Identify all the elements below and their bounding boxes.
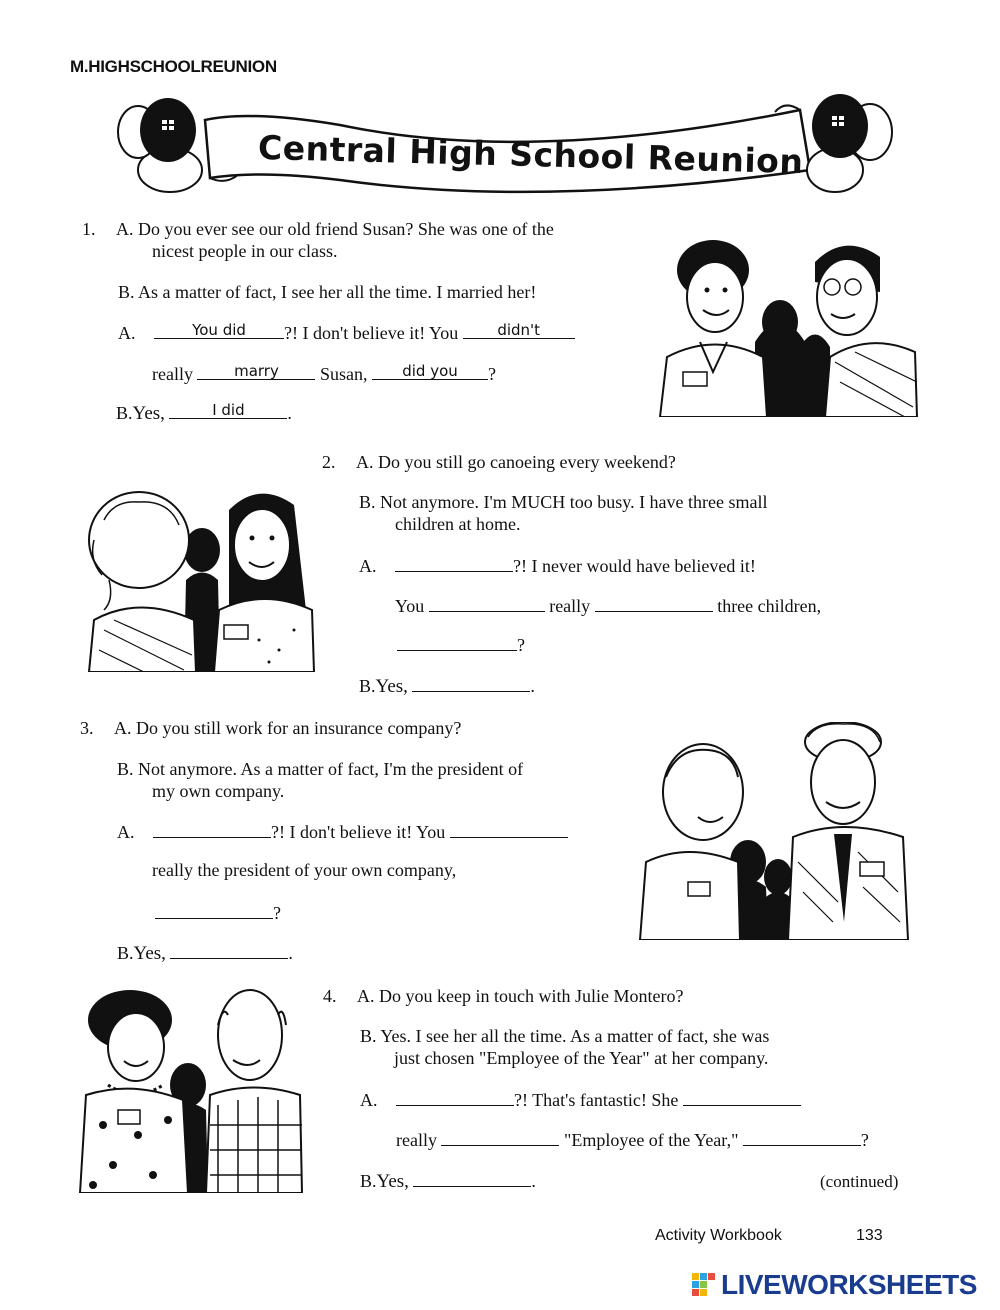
line-text: . xyxy=(530,676,535,696)
line-b1: B. Not anymore. As a matter of fact, I'm the president of xyxy=(117,759,524,779)
yes-text: Yes, xyxy=(375,676,408,697)
answer-blank[interactable] xyxy=(197,361,315,380)
illustration-businessmen xyxy=(638,722,913,940)
yes-text: Yes, xyxy=(132,403,165,424)
illustration-two-men xyxy=(655,232,920,417)
answer-blank[interactable] xyxy=(170,940,288,959)
line-text: ? xyxy=(488,364,496,384)
line-a3 xyxy=(396,1127,869,1151)
answer-blank[interactable] xyxy=(372,361,488,380)
line-a4 xyxy=(155,900,281,924)
line-a1: A. Do you still work for an insurance company? xyxy=(114,718,462,738)
speaker-label: B. xyxy=(116,403,133,423)
answer-blank[interactable] xyxy=(683,1087,801,1106)
answer-blank[interactable] xyxy=(155,900,273,919)
balloon-icon xyxy=(807,94,892,192)
line-a2 xyxy=(118,320,575,344)
line-b2 xyxy=(116,400,292,425)
line-text: ?! That's fantastic! She xyxy=(514,1090,679,1110)
speaker-label: A. xyxy=(118,323,136,343)
yes-text: Yes, xyxy=(133,943,166,964)
line-text: Susan, xyxy=(319,364,368,384)
line-b1-cont: my own company. xyxy=(152,781,285,801)
answer-blank[interactable] xyxy=(413,1168,531,1187)
answer-blank[interactable] xyxy=(743,1127,861,1146)
item-number: 4. xyxy=(323,986,337,1006)
line-text: ?! I don't believe it! You xyxy=(284,323,459,343)
item-number: 1. xyxy=(82,219,96,239)
line-a3 xyxy=(152,361,496,385)
line-a1: A. Do you ever see our old friend Susan? She was one of the xyxy=(116,219,554,239)
answer-blank[interactable] xyxy=(396,1087,514,1106)
line-text: . xyxy=(287,403,292,423)
continued-note: (continued) xyxy=(820,1172,899,1191)
line-text: ? xyxy=(517,635,525,655)
line-text: ?! I don't believe it! You xyxy=(271,822,446,842)
yes-text: Yes, xyxy=(376,1171,409,1192)
answer-blank[interactable] xyxy=(397,632,517,651)
line-a2 xyxy=(117,819,568,843)
line-b1-cont: children at home. xyxy=(395,514,521,534)
answer-text: did you xyxy=(402,362,458,380)
brand-name: LIVEWORKSHEETS xyxy=(721,1269,977,1300)
line-text: three children, xyxy=(717,596,822,616)
line-a3: really the president of your own company, xyxy=(152,860,457,880)
answer-text: marry xyxy=(234,362,279,380)
line-text: "Employee of the Year," xyxy=(563,1130,739,1150)
speaker-label: B. xyxy=(117,943,134,963)
line-a2 xyxy=(360,1087,801,1111)
answer-blank[interactable] xyxy=(169,400,287,419)
line-a1-cont: nicest people in our class. xyxy=(152,241,338,261)
line-text: You xyxy=(395,596,425,616)
liveworksheets-logo xyxy=(691,1269,977,1301)
answer-text: didn't xyxy=(497,321,541,339)
page-number: 133 xyxy=(856,1227,883,1244)
section-title: M.HIGHSCHOOLREUNION xyxy=(70,57,277,76)
line-b2 xyxy=(359,673,535,698)
speaker-label: B. xyxy=(360,1171,377,1191)
line-text: really xyxy=(396,1130,437,1150)
logo-icon xyxy=(691,1272,717,1298)
line-b2 xyxy=(360,1168,536,1193)
answer-blank[interactable] xyxy=(595,593,713,612)
line-b1: B. As a matter of fact, I see her all the time. I married her! xyxy=(118,282,537,302)
answer-blank[interactable] xyxy=(412,673,530,692)
speaker-label: A. xyxy=(359,556,377,576)
line-text: really xyxy=(549,596,591,616)
item-number: 3. xyxy=(80,718,94,738)
banner-title: Central High School Reunion xyxy=(257,127,804,182)
line-a3 xyxy=(395,593,821,617)
line-a4 xyxy=(397,632,525,656)
answer-blank[interactable] xyxy=(154,320,284,339)
line-text: really xyxy=(152,364,193,384)
answer-blank[interactable] xyxy=(463,320,575,339)
line-text: ? xyxy=(860,1130,869,1150)
illustration-two-women xyxy=(84,480,316,672)
speaker-label: B. xyxy=(359,676,376,696)
line-a1: A. Do you keep in touch with Julie Montero? xyxy=(357,986,684,1006)
line-a1: A. Do you still go canoeing every weekend? xyxy=(356,452,676,472)
line-a2 xyxy=(359,553,756,577)
answer-text: You did xyxy=(192,321,246,339)
answer-blank[interactable] xyxy=(395,553,513,572)
line-text: ? xyxy=(273,903,281,923)
speaker-label: A. xyxy=(117,822,135,842)
line-text: ?! I never would have believed it! xyxy=(513,556,756,576)
line-b1: B. Not anymore. I'm MUCH too busy. I have three small xyxy=(359,492,768,512)
answer-blank[interactable] xyxy=(153,819,271,838)
balloon-icon xyxy=(118,98,202,192)
item-number: 2. xyxy=(322,452,336,472)
line-b1-cont: just chosen "Employee of the Year" at her company. xyxy=(394,1048,769,1068)
line-b2 xyxy=(117,940,293,965)
answer-blank[interactable] xyxy=(429,593,545,612)
book-title: Activity Workbook xyxy=(655,1227,782,1244)
speaker-label: A. xyxy=(360,1090,378,1110)
illustration-woman-and-man xyxy=(78,985,303,1193)
line-b1: B. Yes. I see her all the time. As a matter of fact, she was xyxy=(360,1026,770,1046)
answer-blank[interactable] xyxy=(441,1127,559,1146)
answer-text: I did xyxy=(212,401,245,419)
line-text: . xyxy=(531,1171,536,1191)
line-text: . xyxy=(288,943,293,963)
answer-blank[interactable] xyxy=(450,819,568,838)
